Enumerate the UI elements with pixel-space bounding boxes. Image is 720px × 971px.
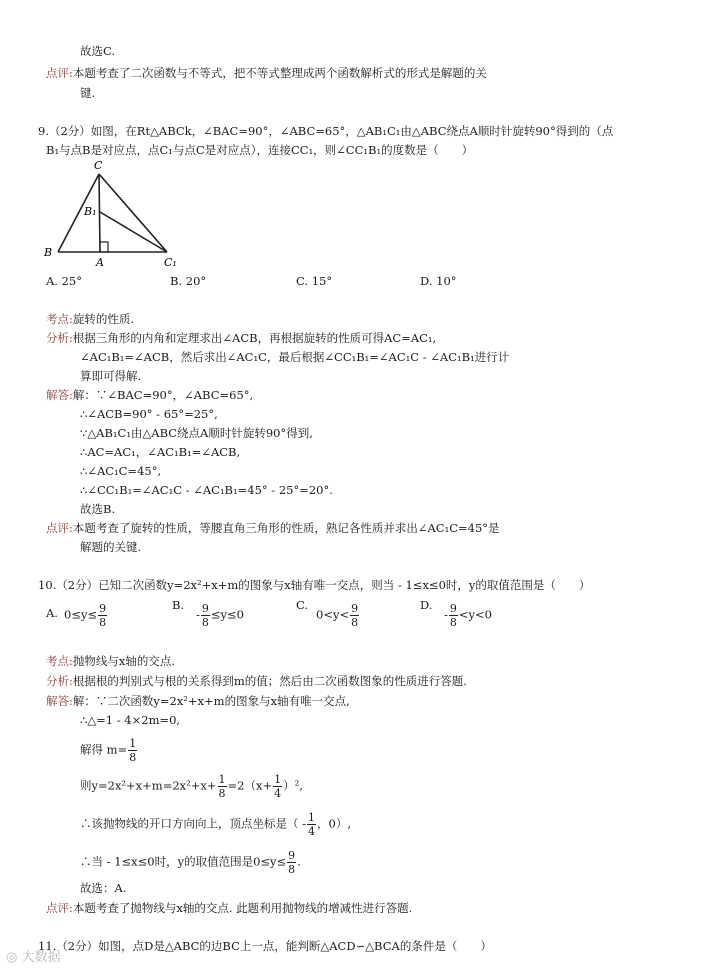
fenxi-label: 分析: — [46, 674, 73, 688]
denominator: 8 — [218, 787, 226, 800]
triangle-figure — [36, 158, 196, 268]
numerator: 9 — [288, 849, 296, 862]
jieda-10-line-4 — [80, 773, 303, 800]
jieda-9-line-5: ∴∠AC₁C=45°, — [80, 464, 162, 478]
jieda-10-line-3 — [80, 737, 138, 764]
comment-line — [46, 66, 487, 80]
fraction — [350, 602, 359, 629]
dianping-9 — [46, 521, 500, 535]
dianping-text: 本题考查了抛物线与x轴的交点. 此题利用抛物线的增减性进行答题. — [72, 901, 413, 915]
dianping-label: 点评: — [46, 901, 73, 915]
math-text: . — [297, 854, 301, 869]
numerator: 1 — [274, 773, 282, 786]
jieda-text: 解：∵二次函数y=2x²+x+m的图象与x轴有唯一交点, — [72, 694, 350, 708]
denominator: 8 — [99, 616, 107, 629]
fraction — [287, 849, 296, 876]
denominator: 8 — [449, 616, 457, 629]
jieda-9 — [46, 388, 253, 402]
dianping-text: 本题考查了旋转的性质，等腰直角三角形的性质，熟记各性质并求出∠AC₁C=45°是 — [72, 521, 500, 535]
jieda-9-line-4: ∴AC=AC₁，∠AC₁B₁=∠ACB, — [80, 445, 241, 459]
jieda-9-line-3: ∵△AB₁C₁由△ABC绕点A顺时针旋转90°得到, — [80, 426, 313, 440]
denominator: 4 — [274, 787, 282, 800]
numerator: 9 — [99, 602, 107, 615]
jieda-9-line-7: 故选B. — [80, 502, 116, 516]
option-text: - — [196, 607, 200, 622]
question-11: 11.（2分）如图，点D是△ABC的边BC上一点，能判断△ACD∽△BCA的条件是（ ） — [38, 939, 492, 953]
math-text: ）², — [283, 778, 303, 793]
fraction — [201, 602, 210, 629]
jieda-10-line-2: ∴△=1 - 4×2m=0, — [80, 713, 181, 727]
fenxi-text: 根据三角形的内角和定理求出∠ACB，再根据旋转的性质可得AC=AC₁, — [72, 331, 437, 345]
comment-label: 点评: — [46, 66, 73, 80]
option-10-D-value — [444, 602, 492, 629]
option-text: - — [444, 607, 448, 622]
dianping-10 — [46, 901, 412, 915]
option-9-B: B. 20° — [170, 274, 207, 288]
fraction — [128, 737, 137, 764]
watermark — [6, 946, 61, 965]
option-10-C-value — [316, 602, 360, 629]
jieda-label: 解答: — [46, 388, 73, 402]
kaodian-10 — [46, 654, 175, 668]
option-10-B-value — [196, 602, 244, 629]
option-10-C: C. — [296, 598, 309, 612]
fenxi-9-line-3: 算即可得解. — [80, 369, 142, 383]
math-text: 则y=2x²+x+m=2x²+x+ — [80, 778, 217, 793]
dianping-label: 点评: — [46, 521, 73, 535]
fenxi-label: 分析: — [46, 331, 73, 345]
kaodian-label: 考点: — [46, 654, 73, 668]
kaodian-text: 抛物线与x轴的交点. — [72, 654, 176, 668]
question-9-line-2: B₁与点B是对应点，点C₁与点C是对应点），连接CC₁，则∠CC₁B₁的度数是（ ） — [46, 143, 474, 157]
comment-line-2: 键. — [80, 86, 96, 100]
watermark-text: 大数据 — [21, 950, 61, 965]
numerator: 9 — [351, 602, 359, 615]
fenxi-9 — [46, 331, 436, 345]
label-C: C — [94, 159, 103, 172]
fenxi-10 — [46, 674, 467, 688]
fenxi-text: 根据根的判别式与根的关系得到m的值；然后由二次函数图象的性质进行答题. — [72, 674, 467, 688]
numerator: 9 — [201, 602, 209, 615]
jieda-9-line-6: ∴∠CC₁B₁=∠AC₁C - ∠AC₁B₁=45° - 25°=20°. — [80, 483, 333, 497]
fraction — [218, 773, 227, 800]
kaodian-text: 旋转的性质. — [72, 312, 135, 326]
comment-text: 本题考查了二次函数与不等式，把不等式整理成两个函数解析式的形式是解题的关 — [72, 66, 487, 80]
math-text: ，0）, — [317, 816, 352, 831]
denominator: 8 — [129, 751, 137, 764]
watermark-icon: ◎ — [6, 950, 18, 965]
option-text: ≤y≤0 — [210, 607, 244, 622]
answer-line: 故选C. — [80, 44, 116, 58]
option-text: 0≤y≤ — [64, 607, 98, 622]
fenxi-9-line-2: ∠AC₁B₁=∠ACB，然后求出∠AC₁C，最后根据∠CC₁B₁=∠AC₁C - ∠AC₁B₁进行计 — [80, 350, 510, 364]
math-text: ∴当 - 1≤x≤0时，y的取值范围是0≤y≤ — [80, 854, 287, 869]
fraction — [98, 602, 107, 629]
question-9-line-1: 9.（2分）如图，在Rt△ABCk，∠BAC=90°，∠ABC=65°，△AB₁C₁由△ABC绕点A顺时针旋转90°得到的（点 — [38, 124, 614, 138]
option-9-C: C. 15° — [296, 274, 333, 288]
option-text: <y<0 — [458, 607, 492, 622]
numerator: 1 — [308, 811, 316, 824]
option-10-A — [46, 598, 58, 628]
option-10-D: D. — [420, 598, 433, 612]
kaodian-label: 考点: — [46, 312, 73, 326]
option-9-A: A. 25° — [46, 274, 82, 288]
label-B1: B₁ — [84, 205, 97, 218]
denominator: 4 — [308, 825, 316, 838]
jieda-label: 解答: — [46, 694, 73, 708]
option-text: 0<y< — [316, 607, 350, 622]
dianping-9-line-2: 解题的关键. — [80, 540, 142, 554]
option-letter: A. — [46, 606, 58, 620]
question-10: 10.（2分）已知二次函数y=2x²+x+m的图象与x轴有唯一交点，则当 - 1≤x≤0时，y的取值范围是（ ） — [38, 578, 591, 592]
jieda-10-line-5 — [80, 811, 351, 838]
jieda-10-line-6 — [80, 849, 301, 876]
jieda-text: 解：∵∠BAC=90°，∠ABC=65°, — [72, 388, 254, 402]
fraction — [273, 773, 282, 800]
math-text: ∴该抛物线的开口方向向上，顶点坐标是（ - — [80, 816, 307, 831]
fraction — [307, 811, 316, 838]
denominator: 8 — [351, 616, 359, 629]
option-10-A-value — [64, 602, 108, 629]
kaodian-9 — [46, 312, 134, 326]
label-C1: C₁ — [164, 256, 177, 268]
denominator: 8 — [288, 863, 296, 876]
denominator: 8 — [201, 616, 209, 629]
math-text: 解得 m= — [80, 742, 128, 757]
jieda-10 — [46, 694, 350, 708]
option-10-B: B. — [172, 598, 185, 612]
jieda-10-line-7: 故选：A. — [80, 881, 127, 895]
option-9-D: D. 10° — [420, 274, 457, 288]
label-A: A — [96, 256, 104, 268]
numerator: 9 — [449, 602, 457, 615]
fraction — [449, 602, 458, 629]
numerator: 1 — [218, 773, 226, 786]
label-B: B — [44, 246, 53, 259]
math-text: =2（x+ — [227, 778, 273, 793]
numerator: 1 — [129, 737, 137, 750]
jieda-9-line-2: ∴∠ACB=90° - 65°=25°, — [80, 407, 218, 421]
